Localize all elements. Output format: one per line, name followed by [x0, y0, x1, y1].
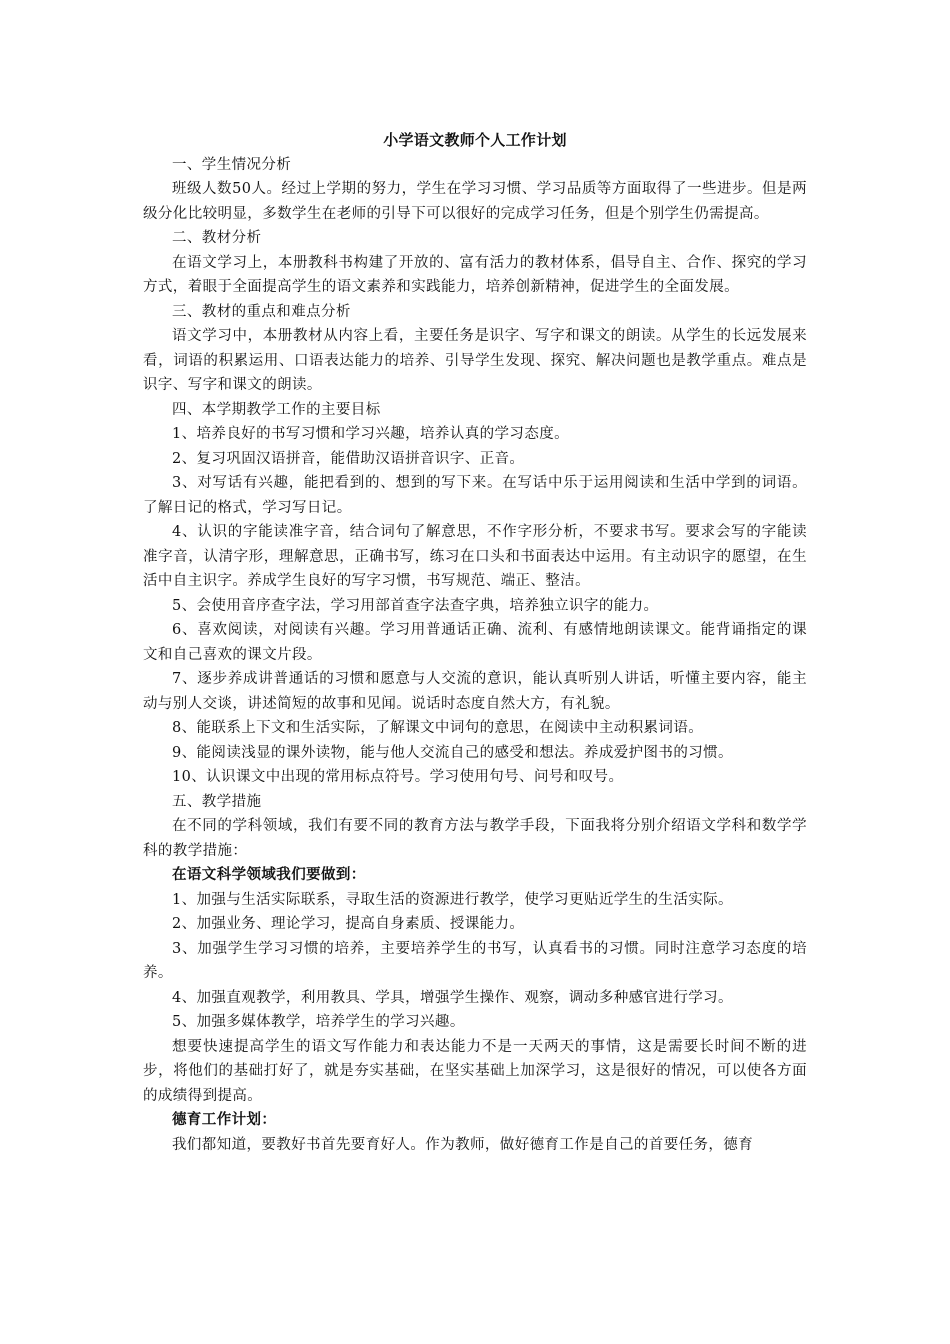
document-page — [143, 128, 807, 1157]
paragraph: 5、会使用音序查字法，学习用部首查字法查字典，培养独立识字的能力。 — [172, 597, 659, 614]
paragraph: 班级人数50人。经过上学期的努力，学生在学习习惯、学习品质等方面取得了一些进步。但是两级分化比较明显，多数学生在老师的引导下可以很好的完成学习任务，但是个别学生仍需提高。 — [143, 181, 807, 222]
document-body — [143, 153, 807, 1158]
document-title: 小学语文教师个人工作计划 — [383, 131, 567, 149]
paragraph: 5、加强多媒体教学，培养学生的学习兴趣。 — [172, 1014, 465, 1030]
paragraph: 9、能阅读浅显的课外读物，能与他人交流自己的感受和想法。养成爱护图书的习惯。 — [172, 744, 733, 761]
paragraph: 在语文学习上，本册教科书构建了开放的、富有活力的教材体系，倡导自主、合作、探究的学习方式，着眼于全面提高学生的语文素养和实践能力，培养创新精神，促进学生的全面发展。 — [143, 254, 807, 295]
paragraph: 2、复习巩固汉语拼音，能借助汉语拼音识字、正音。 — [172, 450, 525, 467]
paragraph: 一、学生情况分析 — [172, 156, 292, 173]
paragraph: 1、培养良好的书写习惯和学习兴趣，培养认真的学习态度。 — [172, 426, 570, 442]
paragraph: 6、喜欢阅读，对阅读有兴趣。学习用普通话正确、流利、有感情地朗读课文。能背诵指定的课文和自己喜欢的课文片段。 — [143, 622, 807, 663]
paragraph: 在不同的学科领域，我们有要不同的教育方法与教学手段，下面我将分别介绍语文学科和数学学科的教学措施： — [143, 818, 807, 859]
paragraph: 3、对写话有兴趣，能把看到的、想到的写下来。在写话中乐于运用阅读和生活中学到的词语。了解日记的格式，学习写日记。 — [143, 475, 807, 516]
paragraph: 1、加强与生活实际联系，寻取生活的资源进行教学，使学习更贴近学生的生活实际。 — [172, 891, 733, 908]
paragraph: 10、认识课文中出现的常用标点符号。学习使用句号、问号和叹号。 — [172, 769, 624, 785]
paragraph: 2、加强业务、理论学习，提高自身素质、授课能力。 — [172, 916, 525, 932]
paragraph: 我们都知道，要教好书首先要育好人。作为教师，做好德育工作是自己的首要任务，德育 — [172, 1136, 754, 1153]
paragraph: 3、加强学生学习习惯的培养，主要培养学生的书写，认真看书的习惯。同时注意学习态度的培养。 — [143, 940, 807, 981]
section-subheading: 德育工作计划： — [172, 1112, 277, 1128]
paragraph: 三、教材的重点和难点分析 — [172, 303, 351, 320]
paragraph: 4、认识的字能读准字音，结合词句了解意思，不作字形分析，不要求书写。要求会写的字能读准字音，认清字形，理解意思，正确书写，练习在口头和书面表达中运用。有主动识字的愿望，在生活中自主识字。养成学生良好的写字习惯，书写规范、端正、整洁。 — [143, 524, 807, 589]
paragraph: 五、教学措施 — [172, 793, 262, 810]
paragraph: 二、教材分析 — [172, 230, 262, 246]
paragraph: 语文学习中，本册教材从内容上看，主要任务是识字、写字和课文的朗读。从学生的长远发展来看，词语的积累运用、口语表达能力的培养、引导学生发现、探究、解决问题也是教学重点。难点是识字、写字和课文的朗读。 — [143, 328, 807, 393]
paragraph: 7、逐步养成讲普通话的习惯和愿意与人交流的意识，能认真听别人讲话，听懂主要内容，能主动与别人交谈，讲述简短的故事和见闻。说话时态度自然大方，有礼貌。 — [143, 671, 807, 712]
paragraph: 8、能联系上下文和生活实际，了解课文中词句的意思，在阅读中主动积累词语。 — [172, 720, 704, 736]
paragraph: 4、加强直观教学，利用教具、学具，增强学生操作、观察，调动多种感官进行学习。 — [172, 989, 733, 1006]
paragraph: 想要快速提高学生的语文写作能力和表达能力不是一天两天的事情，这是需要长时间不断的进步，将他们的基础打好了，就是夯实基础，在坚实基础上加深学习，这是很好的情况，可以使各方面的成绩得到提高。 — [143, 1038, 807, 1104]
paragraph: 四、本学期教学工作的主要目标 — [172, 401, 381, 418]
section-subheading: 在语文科学领域我们要做到： — [172, 867, 366, 883]
